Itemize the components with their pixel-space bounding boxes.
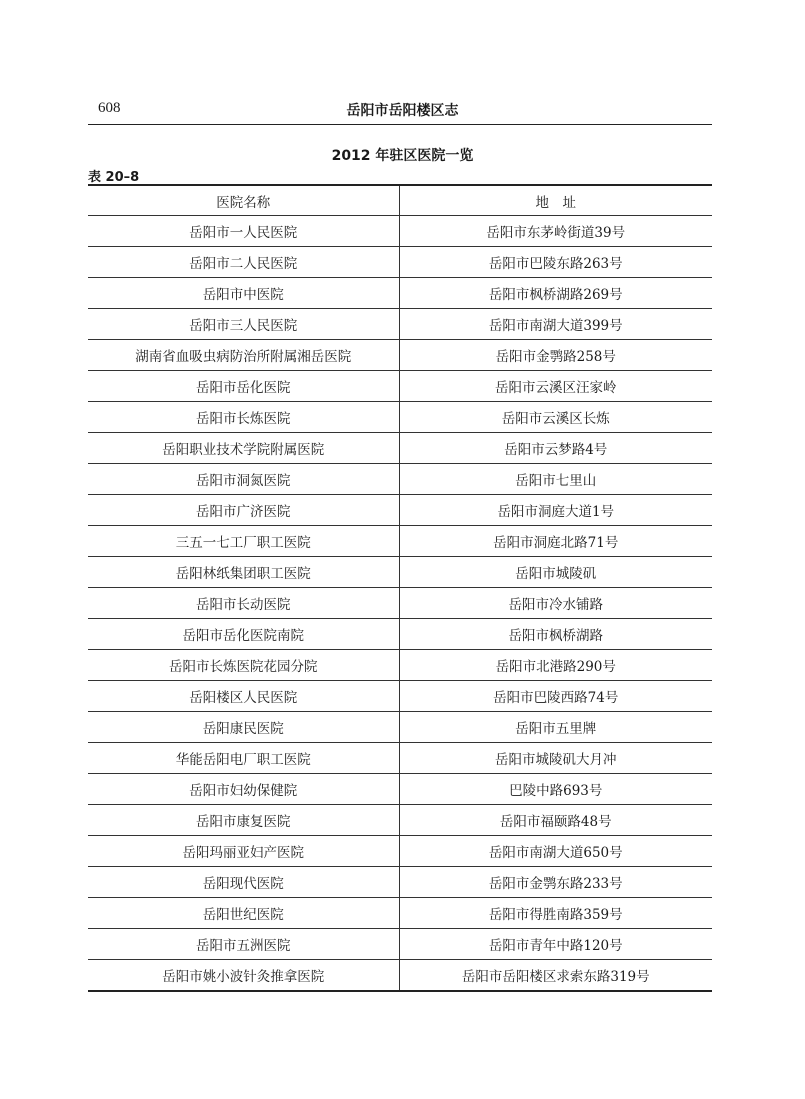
hospital-name-cell: 岳阳现代医院 <box>88 867 399 898</box>
table-row <box>88 619 712 650</box>
header-rule <box>88 124 712 125</box>
table-row <box>88 371 712 402</box>
table-row <box>88 867 712 898</box>
table-row <box>88 805 712 836</box>
page-number: 608 <box>98 100 121 116</box>
address-cell: 岳阳市五里牌 <box>399 712 712 743</box>
address-cell: 岳阳市枫桥湖路 <box>399 619 712 650</box>
table-title: 2012 年驻区医院一览 <box>331 148 474 164</box>
hospital-name-cell: 岳阳市康复医院 <box>88 805 399 836</box>
hospital-name-cell: 岳阳市中医院 <box>88 278 399 309</box>
running-header: 岳阳市岳阳楼区志 <box>346 103 459 119</box>
table-row <box>88 216 712 247</box>
address-cell: 岳阳市福颐路48号 <box>399 805 712 836</box>
table-row <box>88 774 712 805</box>
hospital-name-cell: 湖南省血吸虫病防治所附属湘岳医院 <box>88 340 399 371</box>
table-row <box>88 402 712 433</box>
table-row <box>88 960 712 992</box>
table-row <box>88 340 712 371</box>
address-cell: 岳阳市云溪区汪家岭 <box>399 371 712 402</box>
table-row <box>88 681 712 712</box>
table-label: 表 20–8 <box>88 170 140 185</box>
hospital-name-cell: 岳阳世纪医院 <box>88 898 399 929</box>
hospital-name-cell: 岳阳康民医院 <box>88 712 399 743</box>
table-row <box>88 898 712 929</box>
address-cell: 岳阳市北港路290号 <box>399 650 712 681</box>
column-header-address: 地 址 <box>399 185 712 216</box>
address-cell: 岳阳市城陵矶 <box>399 557 712 588</box>
hospital-name-cell: 岳阳市岳化医院 <box>88 371 399 402</box>
hospital-name-cell: 岳阳市洞氮医院 <box>88 464 399 495</box>
address-cell: 岳阳市洞庭大道1号 <box>399 495 712 526</box>
table-row <box>88 247 712 278</box>
address-cell: 巴陵中路693号 <box>399 774 712 805</box>
hospital-name-cell: 岳阳市一人民医院 <box>88 216 399 247</box>
table-row <box>88 557 712 588</box>
hospital-name-cell: 岳阳市三人民医院 <box>88 309 399 340</box>
address-cell: 岳阳市城陵矶大月冲 <box>399 743 712 774</box>
hospital-name-cell: 岳阳市二人民医院 <box>88 247 399 278</box>
address-cell: 岳阳市得胜南路359号 <box>399 898 712 929</box>
hospital-name-cell: 华能岳阳电厂职工医院 <box>88 743 399 774</box>
table-row <box>88 650 712 681</box>
hospital-table <box>88 184 712 992</box>
table-body <box>88 216 712 992</box>
address-cell: 岳阳市洞庭北路71号 <box>399 526 712 557</box>
table-row <box>88 836 712 867</box>
hospital-name-cell: 岳阳玛丽亚妇产医院 <box>88 836 399 867</box>
column-header-hospital-name: 医院名称 <box>88 185 399 216</box>
hospital-name-cell: 岳阳市长动医院 <box>88 588 399 619</box>
hospital-name-cell: 岳阳市姚小波针灸推拿医院 <box>88 960 399 992</box>
address-cell: 岳阳市巴陵西路74号 <box>399 681 712 712</box>
hospital-name-cell: 岳阳林纸集团职工医院 <box>88 557 399 588</box>
address-cell: 岳阳市云溪区长炼 <box>399 402 712 433</box>
table-row <box>88 464 712 495</box>
table-row <box>88 495 712 526</box>
table-row <box>88 278 712 309</box>
hospital-name-cell: 岳阳市长炼医院 <box>88 402 399 433</box>
address-cell: 岳阳市冷水铺路 <box>399 588 712 619</box>
table-row <box>88 712 712 743</box>
address-cell: 岳阳市七里山 <box>399 464 712 495</box>
hospital-name-cell: 岳阳楼区人民医院 <box>88 681 399 712</box>
address-cell: 岳阳市南湖大道650号 <box>399 836 712 867</box>
address-cell: 岳阳市云梦路4号 <box>399 433 712 464</box>
address-cell: 岳阳市枫桥湖路269号 <box>399 278 712 309</box>
address-cell: 岳阳市巴陵东路263号 <box>399 247 712 278</box>
hospital-name-cell: 岳阳市五洲医院 <box>88 929 399 960</box>
table-row <box>88 743 712 774</box>
address-cell: 岳阳市东茅岭街道39号 <box>399 216 712 247</box>
address-cell: 岳阳市青年中路120号 <box>399 929 712 960</box>
table-header-row <box>88 185 712 216</box>
table-row <box>88 588 712 619</box>
table-row <box>88 433 712 464</box>
hospital-name-cell: 岳阳市妇幼保健院 <box>88 774 399 805</box>
hospital-name-cell: 岳阳职业技术学院附属医院 <box>88 433 399 464</box>
hospital-name-cell: 岳阳市长炼医院花园分院 <box>88 650 399 681</box>
table-row <box>88 309 712 340</box>
table-row <box>88 526 712 557</box>
hospital-name-cell: 岳阳市广济医院 <box>88 495 399 526</box>
table-row <box>88 929 712 960</box>
address-cell: 岳阳市金鹗路258号 <box>399 340 712 371</box>
hospital-name-cell: 岳阳市岳化医院南院 <box>88 619 399 650</box>
address-cell: 岳阳市岳阳楼区求索东路319号 <box>461 969 650 985</box>
address-cell: 岳阳市南湖大道399号 <box>399 309 712 340</box>
address-cell: 岳阳市金鹗东路233号 <box>399 867 712 898</box>
hospital-name-cell: 三五一七工厂职工医院 <box>88 526 399 557</box>
